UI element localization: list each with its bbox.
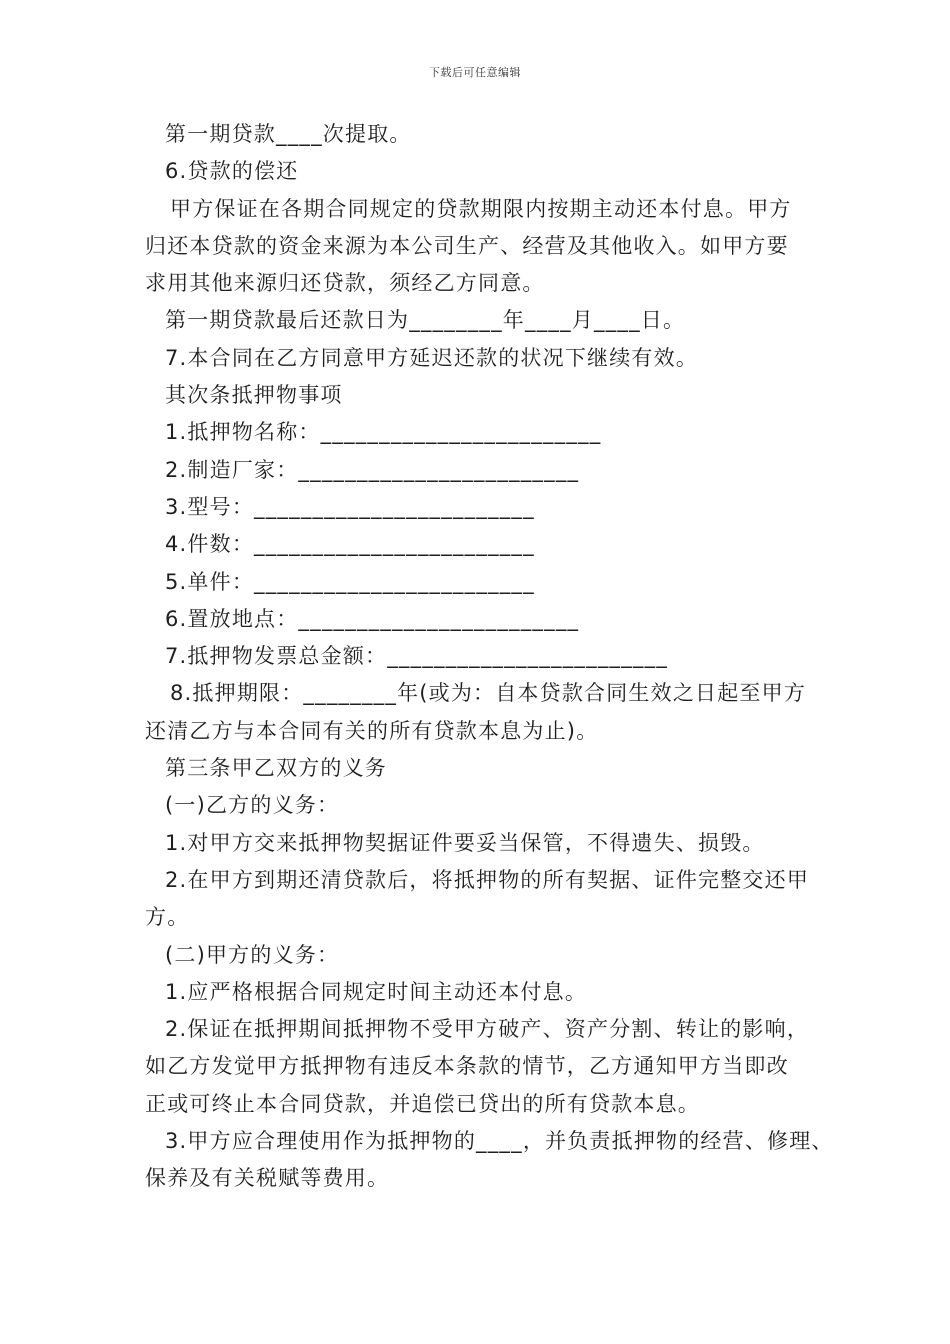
- section-heading: 其次条抵押物事项: [165, 383, 343, 408]
- doc-line: 第一期贷款____次提取。: [165, 122, 412, 146]
- doc-line: 7.本合同在乙方同意甲方延迟还款的状况下继续有效。: [165, 345, 699, 370]
- doc-line: 保养及有关税赋等费用。: [145, 1166, 390, 1191]
- form-field-line: 4.件数：________________________: [165, 532, 535, 557]
- doc-line: 归还本贷款的资金来源为本公司生产、经营及其他收入。如甲方要: [145, 233, 789, 258]
- section-subheading: 6.贷款的偿还: [165, 159, 299, 184]
- form-field-line: 2.制造厂家：________________________: [165, 457, 580, 482]
- doc-line: 如乙方发觉甲方抵押物有违反本条款的情节，乙方通知甲方当即改: [145, 1054, 789, 1079]
- form-field-line: 5.单件：________________________: [165, 569, 535, 594]
- section-heading: 第三条甲乙双方的义务: [165, 756, 387, 781]
- form-field-line: 7.抵押物发票总金额：________________________: [165, 644, 669, 669]
- doc-line: 还清乙方与本合同有关的所有贷款本息为止)。: [145, 718, 599, 743]
- doc-line: 3.甲方应合理使用作为抵押物的____，并负责抵押物的经营、修理、: [165, 1129, 834, 1154]
- form-field-line: 6.置放地点：________________________: [165, 606, 580, 631]
- doc-line: 1.对甲方交来抵押物契据证件要妥当保管，不得遗失、损毁。: [165, 830, 765, 855]
- doc-line: 方。: [145, 905, 190, 930]
- document-body: [145, 116, 935, 1198]
- form-field-line: 3.型号：________________________: [165, 494, 535, 519]
- doc-line: 正或可终止本合同贷款，并追偿已贷出的所有贷款本息。: [145, 1091, 700, 1116]
- doc-line: 第一期贷款最后还款日为________年____月____日。: [165, 308, 686, 333]
- doc-line: 求用其他来源归还贷款，须经乙方同意。: [145, 271, 545, 296]
- doc-line: 1.应严格根据合同规定时间主动还本付息。: [165, 979, 588, 1004]
- section-subheading: (二)甲方的义务：: [165, 942, 340, 967]
- doc-line: 甲方保证在各期合同规定的贷款期限内按期主动还本付息。甲方: [170, 196, 792, 221]
- doc-line: 2.在甲方到期还清贷款后，将抵押物的所有契据、证件完整交还甲: [165, 867, 810, 892]
- page-header: 下载后可任意编辑: [429, 66, 521, 79]
- section-subheading: (一)乙方的义务：: [165, 793, 340, 818]
- form-field-line: 1.抵押物名称：________________________: [165, 420, 602, 445]
- doc-line: 2.保证在抵押期间抵押物不受甲方破产、资产分割、转让的影响，: [165, 1017, 810, 1042]
- doc-line: 8.抵押期限：________年(或为：自本贷款合同生效之日起至甲方: [170, 681, 807, 706]
